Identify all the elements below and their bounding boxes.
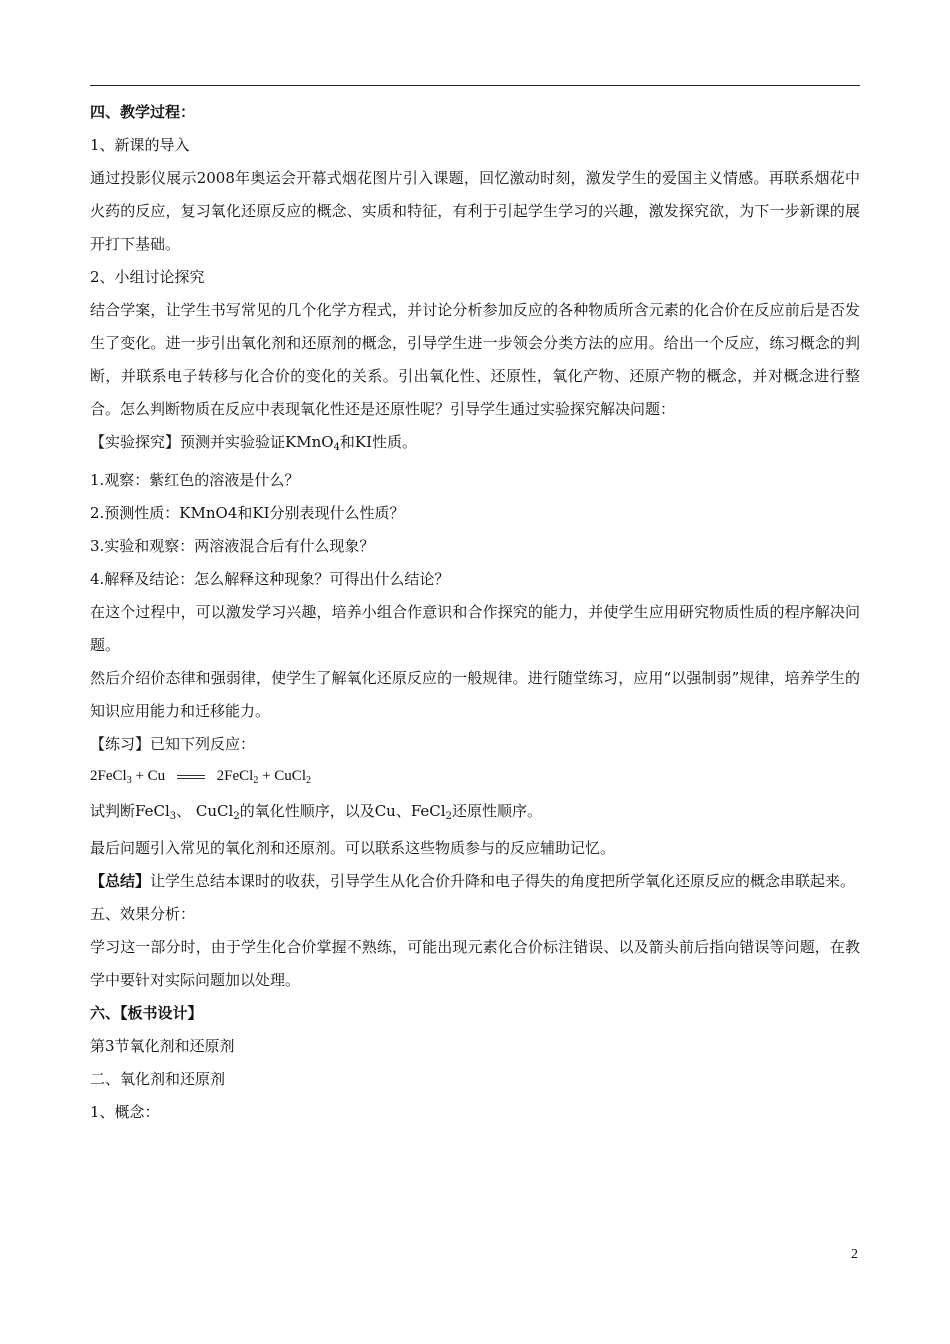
- experiment-prefix: 【实验探究】预测并实验验证KMnO: [90, 433, 334, 451]
- paragraph-last-question: 最后问题引入常见的氧化剂和还原剂。可以联系这些物质参与的反应辅助记忆。: [90, 839, 616, 857]
- summary-paragraph: [90, 865, 860, 898]
- page-number: 2: [851, 1247, 858, 1262]
- judge-text: 、 CuCl: [176, 802, 234, 820]
- header-rule: [90, 85, 860, 86]
- equation-subscript: 3: [126, 775, 132, 786]
- paragraph-effect: 学习这一部分时，由于学生化合价掌握不熟练，可能出现元素化合价标注错误、以及箭头前后指向错误等问题，在教学中要针对实际问题加以处理。: [90, 938, 860, 989]
- equation-subscript: 2: [253, 775, 259, 786]
- equation-product-2: + CuCl: [262, 768, 306, 784]
- section-heading-board: 六、【板书设计】: [90, 1004, 203, 1022]
- equation-reactant-1: 2FeCl: [90, 768, 127, 784]
- summary-text: 让学生总结本课时的收获，引导学生从化合价升降和电子得失的角度把所学氧化还原反应的概念串联起来。: [150, 872, 856, 890]
- step-item: 4.解释及结论：怎么解释这种现象？可得出什么结论？: [90, 570, 450, 588]
- section-heading-effect: 五、效果分析：: [90, 905, 196, 923]
- paragraph-discussion: 结合学案，让学生书写常见的几个化学方程式，并讨论分析参加反应的各种物质所含元素的化合价在反应前后是否发生了变化。进一步引出氧化剂和还原剂的概念，引导学生进一步领会分类方法的应用。给出一个反应，练习概念的判断，并联系电子转移与化合价的变化的关系。引出氧化性、还原性，氧化产物、还原产物的概念，并对概念进行整合。怎么判断物质在反应中表现氧化性还是还原性呢？引导学生通过实验探究解决问题：: [90, 301, 860, 418]
- section-heading-teaching-process: 四、教学过程：: [90, 103, 196, 121]
- judge-text: 的氧化性顺序，以及Cu、FeCl: [239, 802, 446, 820]
- summary-label: 【总结】: [90, 872, 151, 890]
- equation-subscript: 2: [305, 775, 311, 786]
- equation-product-1: 2FeCl: [216, 768, 254, 784]
- experiment-suffix: 和KI性质。: [339, 433, 418, 451]
- judge-question: [90, 796, 860, 832]
- board-line: 1、概念：: [90, 1103, 160, 1121]
- practice-label: 【练习】已知下列反应：: [90, 735, 256, 753]
- judge-subscript: 3: [169, 811, 177, 822]
- paragraph-law: 然后介绍价态律和强弱律，使学生了解氧化还原反应的一般规律。进行随堂练习，应用“以强制弱”规律，培养学生的知识应用能力和迁移能力。: [90, 669, 860, 720]
- judge-subscript: 2: [233, 811, 240, 822]
- document-body: [90, 96, 860, 1129]
- paragraph-intro: 通过投影仪展示2008年奥运会开幕式烟花图片引入课题，回忆激动时刻，激发学生的爱国主义情感。再联系烟花中火药的反应，复习氧化还原反应的概念、实质和特征，有利于引起学生学习的兴趣，激发探究欲，为下一步新课的展开打下基础。: [90, 169, 860, 253]
- experiment-line: [90, 426, 860, 464]
- chemical-equation: [90, 761, 860, 796]
- judge-subscript: 2: [445, 811, 452, 822]
- equals-arrow-icon: [177, 775, 205, 779]
- step-item: 2.预测性质：KMnO4和KI分别表现什么性质？: [90, 504, 405, 522]
- step-item: 3.实验和观察：两溶液混合后有什么现象？: [90, 537, 375, 555]
- paragraph-process: 在这个过程中，可以激发学习兴趣，培养小组合作意识和合作探究的能力，并使学生应用研究物质性质的程序解决问题。: [90, 603, 860, 654]
- equation-reactant-2: + Cu: [135, 768, 166, 784]
- judge-text: 试判断FeCl: [90, 802, 170, 820]
- judge-text: 还原性顺序。: [451, 802, 542, 820]
- subsection-title-intro: 1、新课的导入: [90, 136, 190, 154]
- subsection-title-discussion: 2、小组讨论探究: [90, 268, 205, 286]
- board-line: 二、氧化剂和还原剂: [90, 1070, 226, 1088]
- board-line: 第3节氧化剂和还原剂: [90, 1037, 235, 1055]
- step-item: 1.观察：紫红色的溶液是什么？: [90, 471, 300, 489]
- experiment-subscript: 4: [333, 442, 340, 453]
